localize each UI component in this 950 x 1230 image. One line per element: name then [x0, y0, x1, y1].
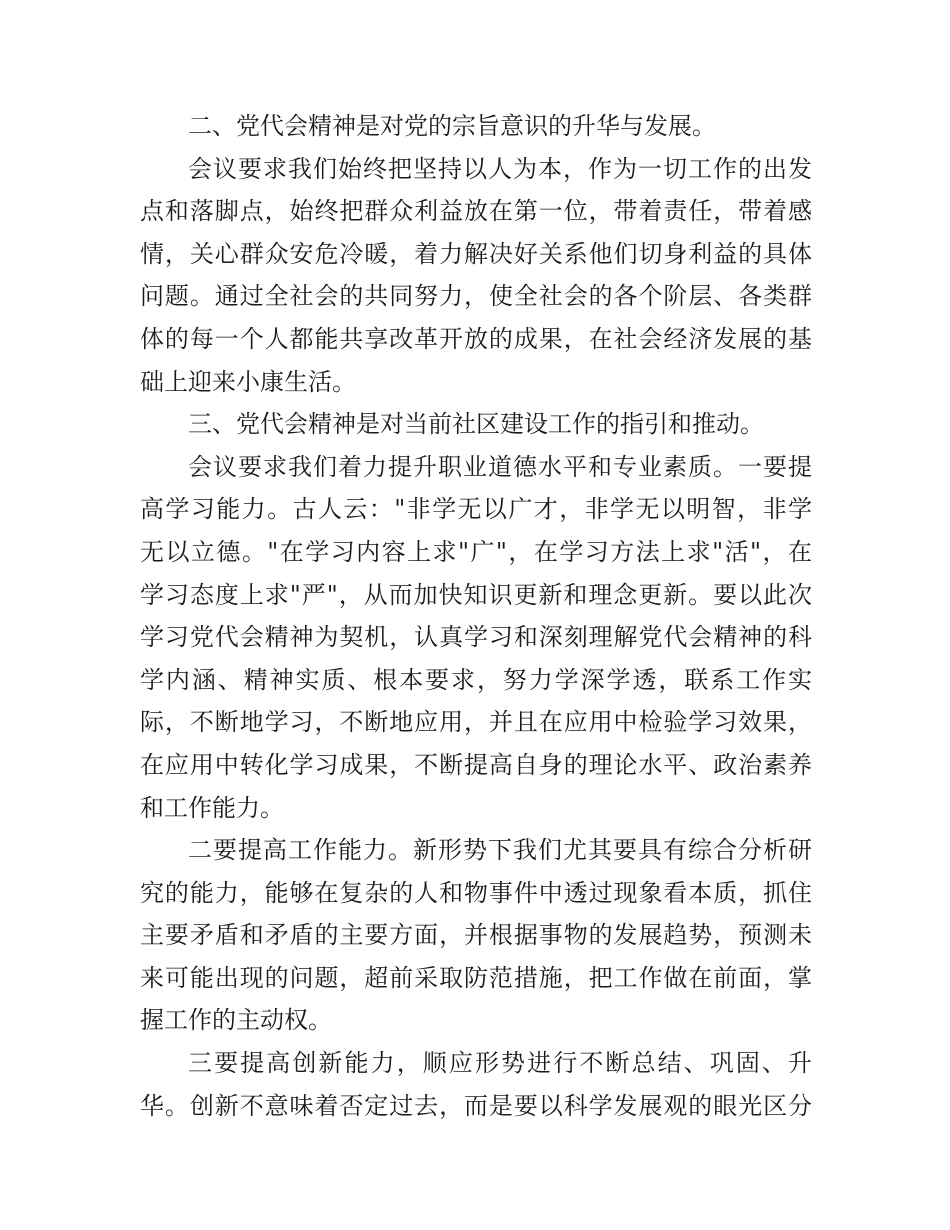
paragraph-line: 体的每一个人都能共享改革开放的成果，在社会经济发展的基 — [140, 324, 812, 353]
paragraph — [140, 148, 812, 404]
paragraph-line: 二要提高工作能力。新形势下我们尤其要具有综合分析研 — [188, 836, 812, 865]
paragraph — [140, 829, 812, 1042]
paragraph-line: 高学习能力。古人云："非学无以广才，非学无以明智，非学 — [140, 495, 812, 524]
paragraph-line: 点和落脚点，始终把群众利益放在第一位，带着责任，带着感 — [140, 197, 812, 226]
paragraph-line: 会议要求我们着力提升职业道德水平和专业素质。一要提 — [188, 452, 812, 481]
paragraph-line: 问题。通过全社会的共同努力，使全社会的各个阶层、各类群 — [140, 282, 812, 311]
paragraph-line: 情，关心群众安危冷暖，着力解决好关系他们切身利益的具体 — [140, 239, 812, 268]
paragraph — [140, 446, 812, 829]
paragraph — [140, 1042, 812, 1127]
paragraph-line: 三要提高创新能力，顺应形势进行不断总结、巩固、升 — [188, 1049, 812, 1078]
paragraph-line: 二、党代会精神是对党的宗旨意识的升华与发展。 — [188, 112, 716, 140]
paragraph-line: 学习党代会精神为契机，认真学习和深刻理解党代会精神的科 — [140, 623, 812, 652]
paragraph-line: 学习态度上求"严"，从而加快知识更新和理念更新。要以此次 — [140, 580, 812, 609]
paragraph-line: 际，不断地学习，不断地应用，并且在应用中检验学习效果， — [140, 708, 812, 737]
document-body — [140, 105, 812, 1127]
paragraph-line: 会议要求我们始终把坚持以人为本，作为一切工作的出发 — [188, 154, 812, 183]
paragraph-line: 三、党代会精神是对当前社区建设工作的指引和推动。 — [188, 410, 764, 439]
paragraph — [140, 105, 812, 148]
paragraph-line: 础上迎来小康生活。 — [140, 367, 356, 396]
paragraph-line: 学内涵、精神实质、根本要求，努力学深学透，联系工作实 — [140, 665, 812, 694]
paragraph-line: 来可能出现的问题，超前采取防范措施，把工作做在前面，掌 — [140, 963, 812, 992]
paragraph-line: 华。创新不意味着否定过去，而是要以科学发展观的眼光区分 — [140, 1091, 812, 1120]
paragraph-line: 无以立德。"在学习内容上求"广"，在学习方法上求"活"，在 — [140, 537, 812, 566]
paragraph-line: 握工作的主动权。 — [140, 1006, 332, 1035]
paragraph-line: 主要矛盾和矛盾的主要方面，并根据事物的发展趋势，预测未 — [140, 921, 812, 950]
paragraph — [140, 403, 812, 446]
paragraph-line: 和工作能力。 — [140, 793, 284, 822]
paragraph-line: 究的能力，能够在复杂的人和物事件中透过现象看本质，抓住 — [140, 878, 812, 907]
paragraph-line: 在应用中转化学习成果，不断提高自身的理论水平、政治素养 — [140, 750, 812, 779]
